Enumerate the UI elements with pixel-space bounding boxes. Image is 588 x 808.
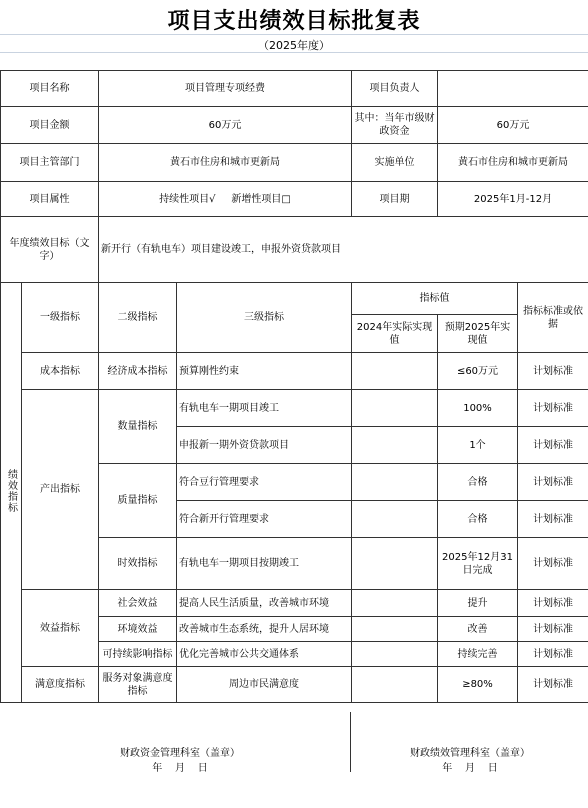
performance-office-date: 年 月 日 bbox=[442, 763, 498, 774]
impl-unit-value: 黄石市住房和城市更新局 bbox=[438, 144, 588, 182]
project-amount-value: 60万元 bbox=[99, 107, 352, 144]
expected-2025-cell: 合格 bbox=[438, 501, 518, 538]
basis-cell: 计划标准 bbox=[518, 501, 588, 538]
level3-cell: 优化完善城市公共交通体系 bbox=[177, 642, 352, 667]
level2-header: 二级指标 bbox=[99, 283, 177, 353]
actual-2024-header: 2024年实际实现值 bbox=[352, 315, 438, 353]
level3-cell: 提高人民生活质量，改善城市环境 bbox=[177, 590, 352, 617]
level2-social: 社会效益 bbox=[99, 590, 177, 617]
approval-table bbox=[0, 70, 588, 703]
indicator-value-header: 指标值 bbox=[352, 283, 518, 315]
actual-2024-cell bbox=[352, 464, 438, 501]
city-fund-label: 其中：当年市级财政资金 bbox=[352, 107, 438, 144]
project-period-label: 项目期 bbox=[352, 182, 438, 217]
page-title: 项目支出绩效目标批复表 bbox=[167, 8, 421, 34]
project-attr-label: 项目属性 bbox=[1, 182, 99, 217]
expected-2025-cell: 提升 bbox=[438, 590, 518, 617]
project-owner-value bbox=[438, 71, 588, 107]
expected-2025-cell: ≥80% bbox=[438, 667, 518, 703]
level1-benefit: 效益指标 bbox=[22, 590, 99, 667]
level3-cell: 符合豆行管理要求 bbox=[177, 464, 352, 501]
actual-2024-cell bbox=[352, 617, 438, 642]
expected-2025-cell: 合格 bbox=[438, 464, 518, 501]
level1-header: 一级指标 bbox=[22, 283, 99, 353]
expected-2025-cell: 改善 bbox=[438, 617, 518, 642]
actual-2024-cell bbox=[352, 642, 438, 667]
expected-2025-header: 预期2025年实现值 bbox=[438, 315, 518, 353]
project-name-label: 项目名称 bbox=[1, 71, 99, 107]
expected-2025-cell: 100% bbox=[438, 390, 518, 427]
basis-cell: 计划标准 bbox=[518, 642, 588, 667]
fund-office-date: 年 月 日 bbox=[152, 763, 208, 774]
actual-2024-cell bbox=[352, 390, 438, 427]
grid-line bbox=[0, 34, 588, 35]
project-amount-label: 项目金额 bbox=[1, 107, 99, 144]
impl-unit-label: 实施单位 bbox=[352, 144, 438, 182]
level3-cell: 符合新开行管理要求 bbox=[177, 501, 352, 538]
expected-2025-cell: 2025年12月31日完成 bbox=[438, 538, 518, 590]
annual-goal-value: 新开行（有轨电车）项目建设竣工，申报外资贷款项目 bbox=[99, 217, 588, 283]
level1-satisfaction: 满意度指标 bbox=[22, 667, 99, 703]
fund-office-seal-label: 财政资金管理科室（盖章） bbox=[120, 748, 240, 759]
expected-2025-cell: 1个 bbox=[438, 427, 518, 464]
basis-cell: 计划标准 bbox=[518, 590, 588, 617]
actual-2024-cell bbox=[352, 427, 438, 464]
actual-2024-cell bbox=[352, 501, 438, 538]
basis-cell: 计划标准 bbox=[518, 617, 588, 642]
level1-output: 产出指标 bbox=[22, 390, 99, 590]
level2-service-satisfaction: 服务对象满意度指标 bbox=[99, 667, 177, 703]
basis-cell: 计划标准 bbox=[518, 538, 588, 590]
project-name-value: 项目管理专项经费 bbox=[99, 71, 352, 107]
level2-timeliness: 时效指标 bbox=[99, 538, 177, 590]
actual-2024-cell bbox=[352, 590, 438, 617]
performance-indicators-label: 绩效指标 bbox=[1, 283, 22, 703]
basis-cell: 计划标准 bbox=[518, 464, 588, 501]
level2-environment: 环境效益 bbox=[99, 617, 177, 642]
expected-2025-cell: ≤60万元 bbox=[438, 353, 518, 390]
level1-cost: 成本指标 bbox=[22, 353, 99, 390]
level2-quantity: 数量指标 bbox=[99, 390, 177, 464]
project-owner-label: 项目负责人 bbox=[352, 71, 438, 107]
basis-header: 指标标准或依据 bbox=[518, 283, 588, 353]
basis-cell: 计划标准 bbox=[518, 353, 588, 390]
expected-2025-cell: 持续完善 bbox=[438, 642, 518, 667]
level3-cell: 改善城市生态系统，提升人居环境 bbox=[177, 617, 352, 642]
level3-cell: 预算刚性约束 bbox=[177, 353, 352, 390]
level3-cell: 有轨电车一期项目按期竣工 bbox=[177, 538, 352, 590]
project-attr-value: 持续性项目√ 新增性项目□ bbox=[99, 182, 352, 217]
dept-label: 项目主管部门 bbox=[1, 144, 99, 182]
level3-cell: 申报新一期外资贷款项目 bbox=[177, 427, 352, 464]
basis-cell: 计划标准 bbox=[518, 390, 588, 427]
basis-cell: 计划标准 bbox=[518, 667, 588, 703]
actual-2024-cell bbox=[352, 667, 438, 703]
actual-2024-cell bbox=[352, 353, 438, 390]
level3-cell: 周边市民满意度 bbox=[177, 667, 352, 703]
level2-quality: 质量指标 bbox=[99, 464, 177, 538]
performance-office-seal-label: 财政绩效管理科室（盖章） bbox=[410, 748, 530, 759]
actual-2024-cell bbox=[352, 538, 438, 590]
level3-header: 三级指标 bbox=[177, 283, 352, 353]
grid-line bbox=[0, 52, 588, 53]
annual-goal-label: 年度绩效目标（文字） bbox=[1, 217, 99, 283]
city-fund-value: 60万元 bbox=[438, 107, 588, 144]
signature-divider bbox=[350, 712, 351, 772]
dept-value: 黄石市住房和城市更新局 bbox=[99, 144, 352, 182]
level2-sustainable: 可持续影响指标 bbox=[99, 642, 177, 667]
basis-cell: 计划标准 bbox=[518, 427, 588, 464]
level2-economic-cost: 经济成本指标 bbox=[99, 353, 177, 390]
project-period-value: 2025年1月-12月 bbox=[438, 182, 588, 217]
level3-cell: 有轨电车一期项目竣工 bbox=[177, 390, 352, 427]
page-subtitle: （2025年度） bbox=[258, 39, 330, 52]
